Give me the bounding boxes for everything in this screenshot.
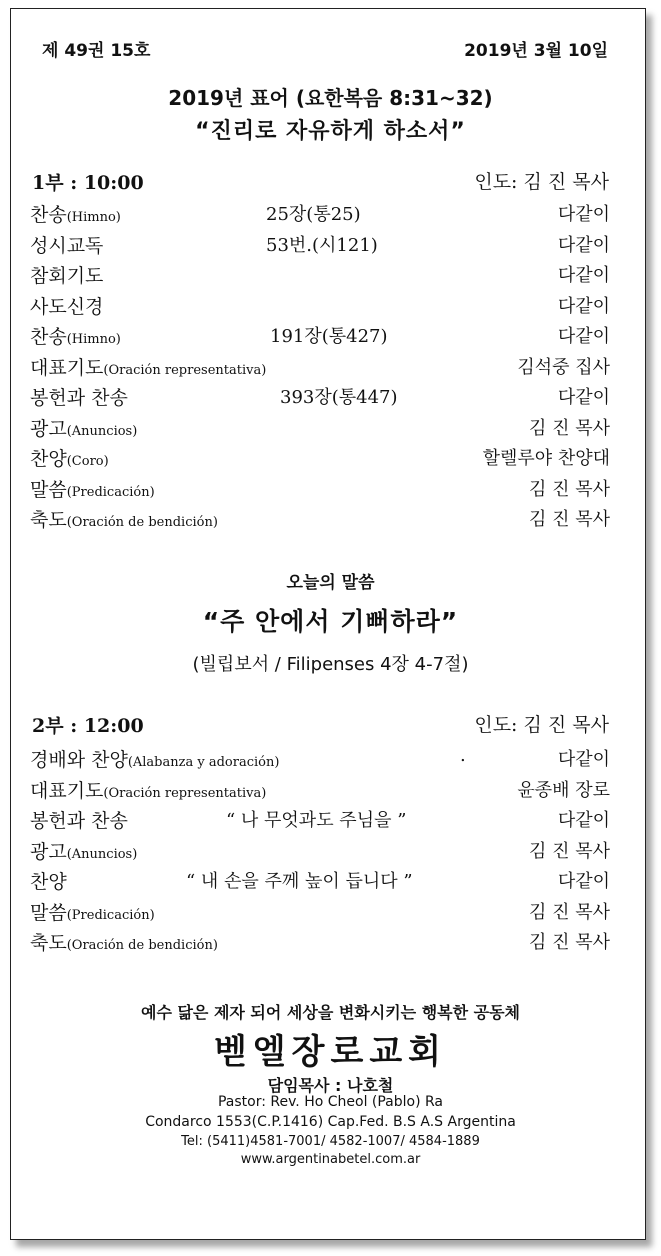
order-item-title: 참회기도 [30, 265, 104, 287]
order-item-person: 김 진 목사 [529, 417, 610, 439]
order-item-person: 다같이 [557, 871, 610, 892]
order-item-title: 봉헌과 찬송 [30, 387, 128, 409]
order-item-person: 다같이 [557, 810, 610, 831]
service2-leader: 인도: 김 진 목사 [474, 714, 609, 736]
order-item-detail: 53번.(시121) [266, 234, 378, 256]
order-item-title: 축도 [30, 932, 67, 954]
order-row [30, 505, 610, 535]
issue-number: 제 49권 15호 [42, 41, 151, 61]
order-item-subtitle: (Oración representativa) [103, 362, 267, 378]
order-item-person: 다같이 [557, 295, 610, 317]
order-row [30, 261, 610, 291]
order-item-detail: 25장(통25) [266, 204, 361, 225]
order-item-person: 할렐루야 찬양대 [482, 448, 610, 469]
order-item-label [30, 383, 128, 410]
order-item-label [30, 928, 218, 955]
order-item-subtitle: (Coro) [66, 454, 109, 469]
order-item-subtitle: (Himno) [66, 332, 121, 347]
order-item-person: 다같이 [557, 749, 610, 770]
service1-leader: 인도: 김 진 목사 [474, 171, 609, 193]
order-row [30, 231, 610, 261]
church-slogan: 예수 닮은 제자 되어 세상을 변화시키는 행복한 공동체 [140, 1003, 521, 1022]
service1-heading: 1부 : 10:00 [32, 172, 144, 194]
order-item-subtitle: (Oración representativa) [103, 785, 267, 801]
order-item-person: 김석중 집사 [517, 356, 610, 378]
order-item-detail: “ 나 무엇과도 주님을 ” [226, 810, 407, 831]
order-item-detail: . [460, 745, 466, 766]
order-item-title: 찬송 [30, 204, 67, 226]
order-item-title: 봉헌과 찬송 [30, 810, 128, 832]
order-item-label [30, 745, 279, 772]
order-item-title: 말씀 [30, 478, 67, 501]
order-item-person: 다같이 [557, 265, 610, 286]
order-item-title: 사도신경 [30, 295, 104, 318]
order-item-title: 축도 [30, 509, 67, 531]
order-item-detail: 191장(통427) [270, 326, 388, 347]
order-item-person: 김 진 목사 [529, 932, 610, 953]
order-item-title: 광고 [30, 417, 67, 440]
order-item-title: 말씀 [30, 901, 67, 924]
order-item-label [30, 475, 155, 502]
order-item-person: 다같이 [557, 387, 610, 408]
order-item-subtitle: (Anuncios) [66, 423, 138, 439]
order-item-detail: “ 내 손을 주께 높이 듭니다 ” [186, 871, 413, 892]
order-row [30, 444, 610, 474]
order-row [30, 898, 610, 928]
issue-date: 2019년 3월 10일 [464, 41, 608, 61]
church-website[interactable]: www.argentinabetel.com.ar [240, 1152, 421, 1167]
order-item-title: 찬송 [30, 326, 67, 348]
order-row [30, 867, 610, 897]
order-row [30, 806, 610, 836]
order-item-title: 찬양 [30, 871, 67, 893]
pastor-korean: 담임목사 : 나호철 [267, 1076, 394, 1095]
order-row [30, 200, 610, 230]
order-item-label [30, 867, 67, 894]
order-item-title: 광고 [30, 840, 67, 863]
order-item-title: 대표기도 [30, 356, 104, 379]
order-row [30, 928, 610, 958]
order-item-label [30, 322, 121, 349]
order-item-subtitle: (Predicación) [66, 484, 155, 500]
order-row [30, 837, 610, 867]
order-item-person: 김 진 목사 [529, 478, 610, 500]
order-item-title: 대표기도 [30, 779, 104, 802]
order-row [30, 322, 610, 352]
order-row [30, 383, 610, 413]
order-item-subtitle: (Himno) [66, 210, 121, 225]
order-row [30, 292, 610, 322]
order-item-label [30, 231, 103, 258]
order-item-title: 경배와 찬양 [30, 749, 128, 771]
order-item-label [30, 837, 137, 864]
order-item-person: 윤종배 장로 [517, 779, 610, 801]
church-name: 벧엘장로교회 [213, 1032, 448, 1072]
order-item-subtitle: (Alabanza y adoración) [127, 755, 280, 770]
order-item-title: 찬양 [30, 448, 67, 470]
order-item-label [30, 292, 103, 319]
order-item-person: 다같이 [557, 234, 610, 256]
order-item-person: 김 진 목사 [529, 901, 610, 923]
order-item-label [30, 776, 266, 803]
order-row [30, 745, 610, 775]
order-item-label [30, 898, 155, 925]
church-address: Condarco 1553(C.P.1416) Cap.Fed. B.S A.S Argentina [145, 1114, 516, 1130]
order-item-person: 김 진 목사 [529, 509, 610, 530]
sermon-heading: 오늘의 말씀 [286, 573, 375, 593]
order-item-label [30, 353, 266, 380]
sermon-title: “주 안에서 기뻐하라” [202, 607, 459, 636]
sermon-reference: (빌립보서 / Filipenses 4장 4-7절) [192, 654, 469, 675]
order-item-subtitle: (Predicación) [66, 907, 155, 923]
order-item-label [30, 505, 218, 532]
order-row [30, 776, 610, 806]
order-row [30, 475, 610, 505]
order-item-subtitle: (Oración de bendición) [66, 515, 218, 530]
order-row [30, 414, 610, 444]
order-item-label [30, 806, 128, 833]
pastor-english: Pastor: Rev. Ho Cheol (Pablo) Ra [217, 1094, 444, 1110]
service2-heading: 2부 : 12:00 [32, 715, 144, 737]
order-row [30, 353, 610, 383]
order-item-label [30, 261, 103, 288]
order-item-person: 김 진 목사 [529, 840, 610, 862]
order-item-person: 다같이 [557, 326, 610, 347]
order-item-person: 다같이 [557, 204, 610, 225]
church-phone: Tel: (5411)4581-7001/ 4582-1007/ 4584-1889 [181, 1134, 480, 1149]
order-item-label [30, 444, 109, 471]
order-item-subtitle: (Oración de bendición) [66, 938, 218, 953]
order-item-subtitle: (Anuncios) [66, 846, 138, 862]
order-item-detail: 393장(통447) [280, 387, 398, 408]
order-item-label [30, 200, 121, 227]
order-item-label [30, 414, 137, 441]
motto-quote: “진리로 자유하게 하소서” [195, 119, 466, 144]
motto-line: 2019년 표어 (요한복음 8:31~32) [168, 86, 493, 110]
order-item-title: 성시교독 [30, 234, 104, 257]
